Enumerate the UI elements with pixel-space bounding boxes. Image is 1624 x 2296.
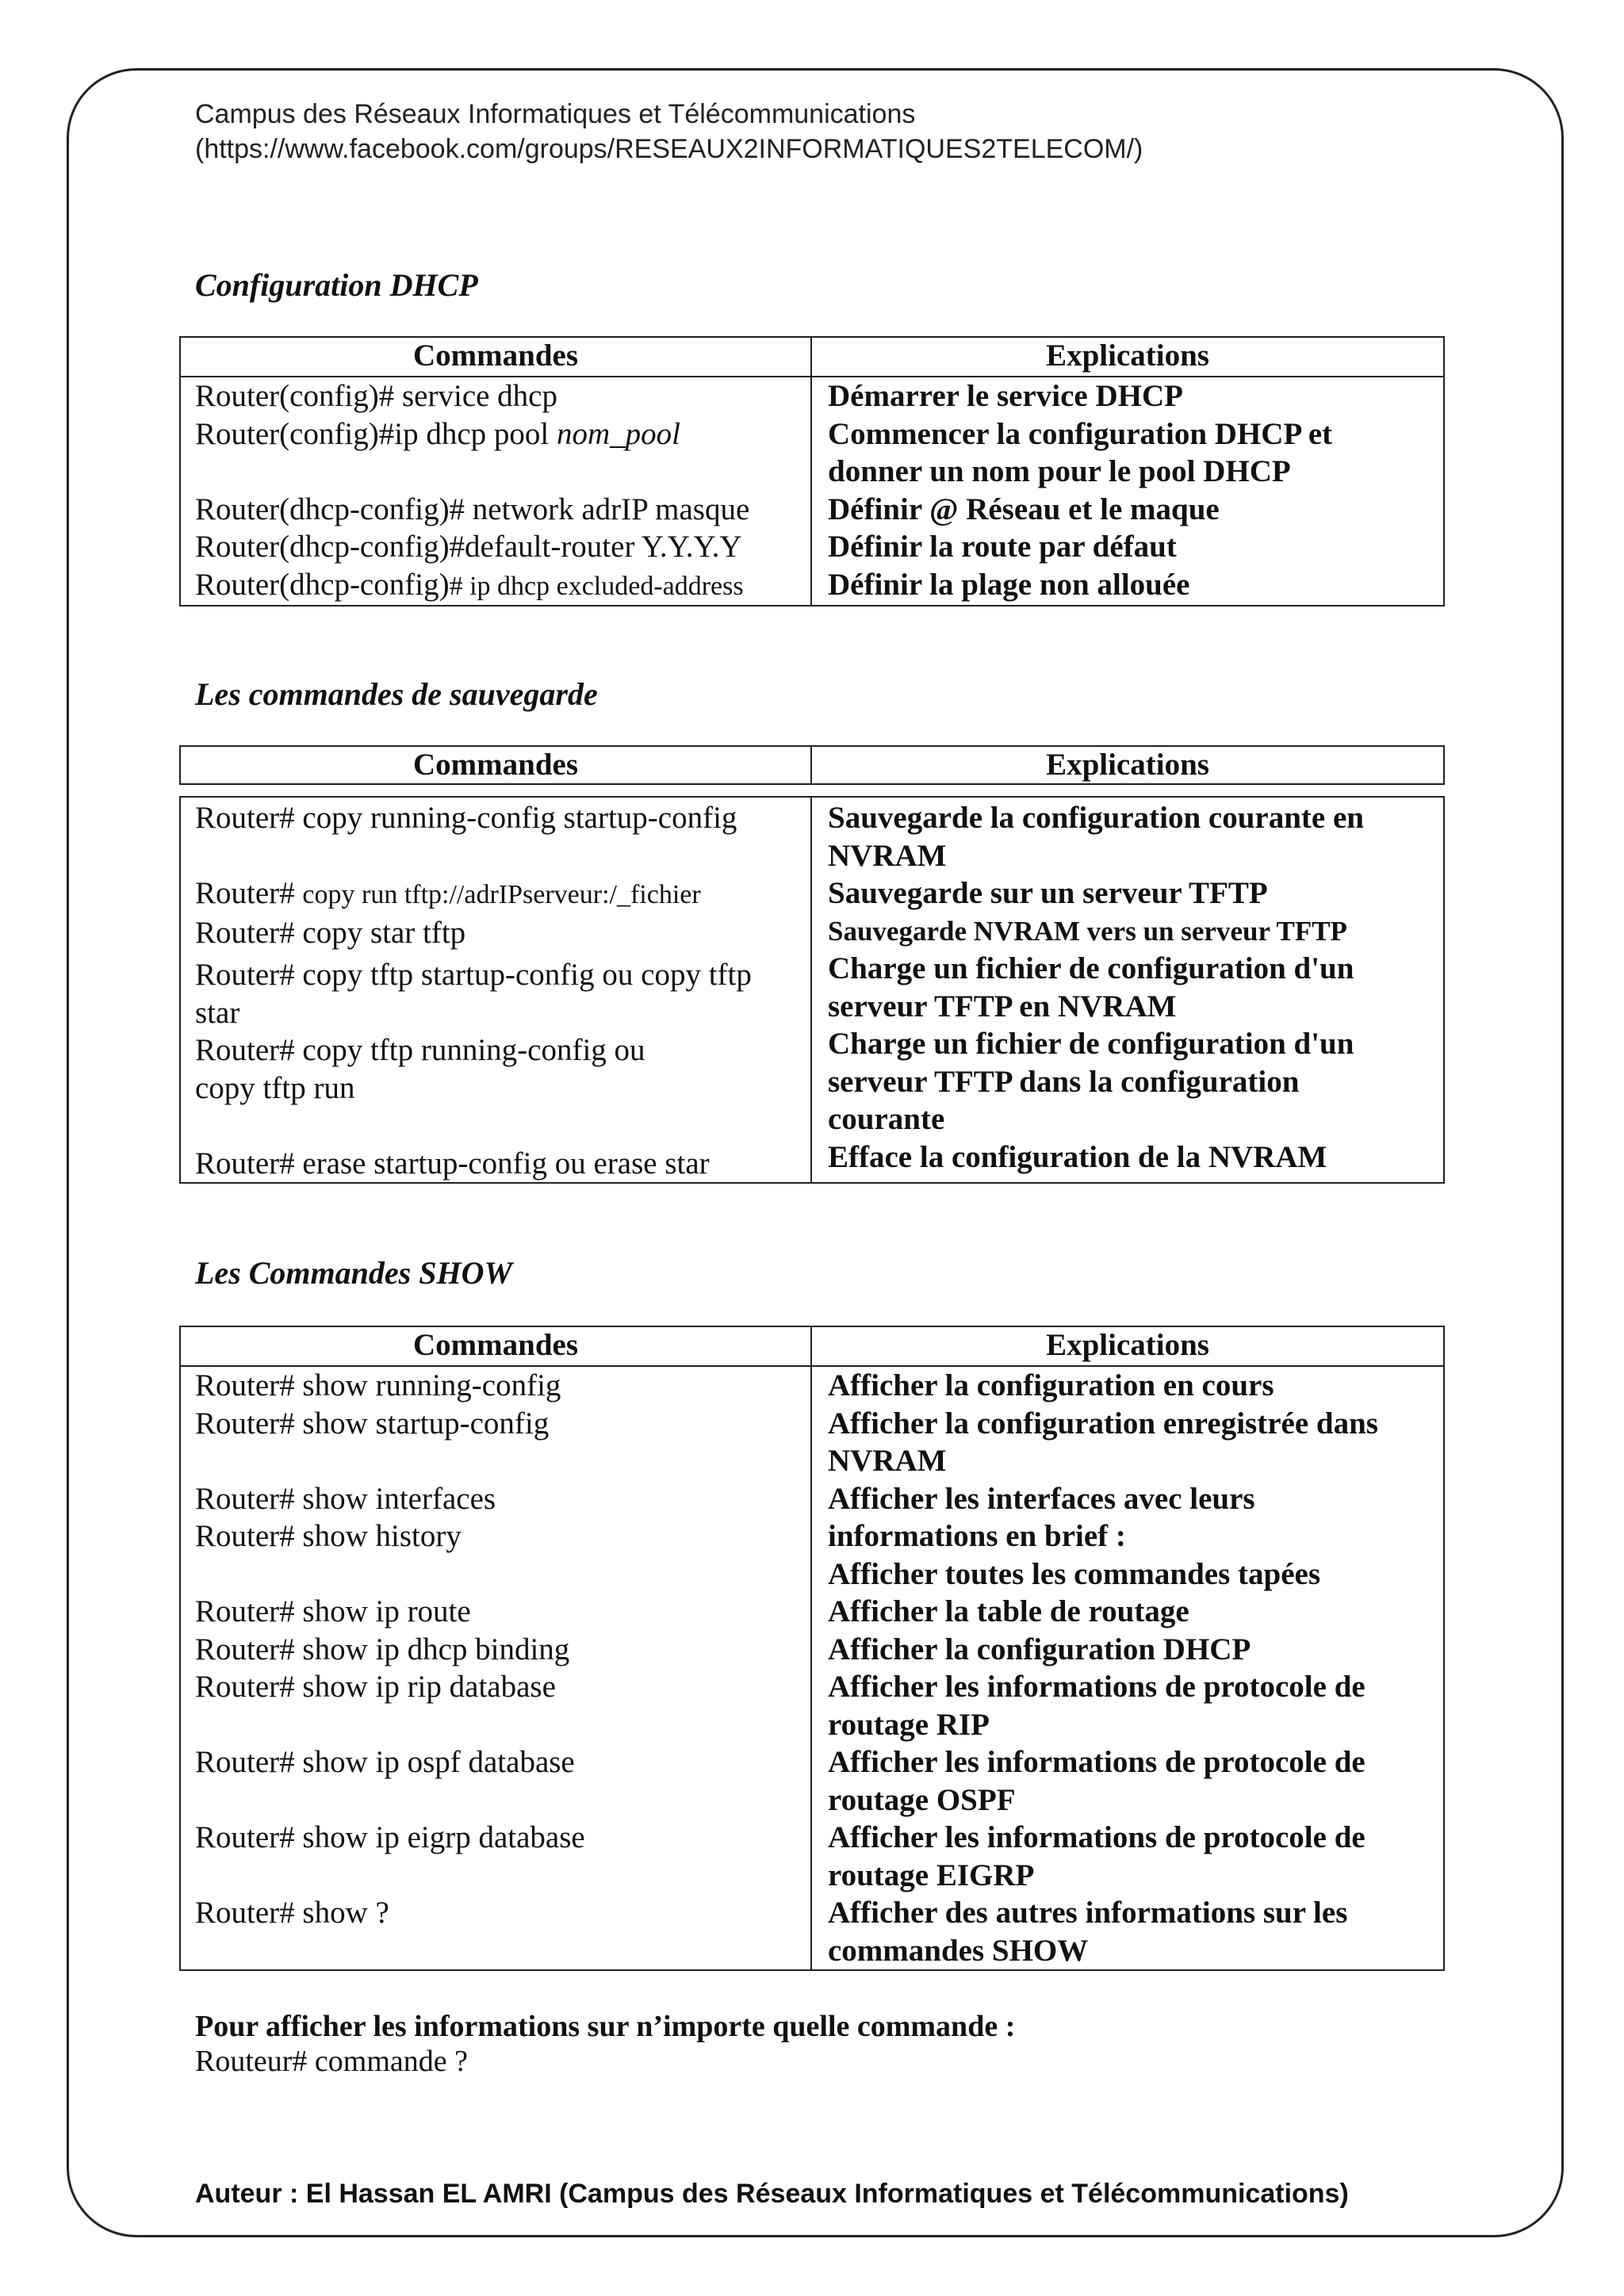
- table-header: [181, 1327, 1443, 1367]
- header-link: (https://www.facebook.com/groups/RESEAUX2INFORMATIQUES2TELECOM/): [195, 134, 1143, 164]
- explanation: Définir la route par défaut: [828, 530, 1177, 564]
- explanation: donner un nom pour le pool DHCP: [828, 454, 1291, 488]
- command: Router# show ip dhcp binding: [195, 1632, 570, 1667]
- explanation: NVRAM: [828, 1444, 947, 1478]
- explanation: Afficher les interfaces avec leurs: [828, 1481, 1255, 1516]
- explanation: Afficher la configuration DHCP: [828, 1632, 1251, 1667]
- explanation: Afficher la configuration en cours: [828, 1368, 1274, 1402]
- command: Router# show ?: [195, 1896, 389, 1930]
- command: star: [195, 995, 240, 1030]
- explanation: serveur TFTP dans la configuration: [828, 1064, 1300, 1099]
- command: Router# show ip ospf database: [195, 1745, 575, 1779]
- command: Router# copy tftp startup-config ou copy tftp: [195, 958, 752, 992]
- explanation: Définir @ Réseau et le maque: [828, 492, 1220, 526]
- table-body: [181, 1367, 1443, 1969]
- explanations-column: [812, 798, 1443, 1182]
- dhcp-table: [179, 336, 1445, 607]
- author-footer: Auteur : El Hassan EL AMRI (Campus des Réseaux Informatiques et Télécommunications): [195, 2179, 1349, 2209]
- explanation: Afficher des autres informations sur les: [828, 1896, 1348, 1930]
- explanation: Sauvegarde sur un serveur TFTP: [828, 876, 1268, 910]
- show-table: [179, 1326, 1445, 1971]
- command: Router# show ip eigrp database: [195, 1820, 585, 1854]
- command: Router# copy running-config startup-config: [195, 801, 737, 835]
- column-header-commands: Commandes: [181, 747, 812, 783]
- command: Router# show history: [195, 1519, 462, 1553]
- explanation: routage OSPF: [828, 1782, 1016, 1817]
- explanation: Afficher les informations de protocole de: [828, 1745, 1365, 1779]
- explanation: Sauvegarde la configuration courante en: [828, 801, 1364, 835]
- section-title-save: Les commandes de sauvegarde: [195, 676, 598, 712]
- help-note-command: Routeur# commande ?: [195, 2045, 469, 2078]
- command: Router# show startup-config: [195, 1406, 550, 1441]
- command: Router# show running-config: [195, 1368, 561, 1402]
- command: Router# show ip rip database: [195, 1670, 556, 1704]
- command: Router# show interfaces: [195, 1481, 496, 1516]
- table-header: [181, 338, 1443, 377]
- explanation: Afficher la table de routage: [828, 1594, 1189, 1628]
- command: Router# copy run tftp://adrIPserveur:/_fichier: [195, 876, 701, 910]
- save-table-header: [179, 745, 1445, 785]
- explanation: Afficher les informations de protocole de: [828, 1670, 1365, 1704]
- explanation: Définir la plage non allouée: [828, 567, 1190, 602]
- explanation: NVRAM: [828, 838, 947, 873]
- column-header-explications: Explications: [1046, 748, 1209, 782]
- table-body: [181, 798, 1443, 1182]
- commands-column: [181, 798, 812, 1182]
- column-header-commands: Commandes: [181, 338, 812, 376]
- explanation: routage EIGRP: [828, 1858, 1035, 1892]
- header-title: Campus des Réseaux Informatiques et Télécommunications: [195, 99, 916, 129]
- help-note: [195, 2009, 1015, 2079]
- column-header-explications: Explications: [1046, 1328, 1209, 1362]
- commands-column: [181, 1367, 812, 1969]
- section-title-show: Les Commandes SHOW: [195, 1255, 513, 1291]
- explanation: Commencer la configuration DHCP et: [828, 416, 1333, 451]
- table-body: [181, 377, 1443, 605]
- help-note-title: Pour afficher les informations sur n’importe quelle commande :: [195, 2010, 1016, 2043]
- explanation: Afficher la configuration enregistrée dans: [828, 1406, 1378, 1441]
- command: Router# erase startup-config ou erase star: [195, 1146, 710, 1181]
- column-header-commands: Commandes: [181, 1327, 812, 1365]
- explanation: Charge un fichier de configuration d'un: [828, 1027, 1354, 1061]
- commands-column: [181, 377, 812, 605]
- explanation: serveur TFTP en NVRAM: [828, 989, 1177, 1024]
- explanation: Charge un fichier de configuration d'un: [828, 951, 1354, 985]
- explanation: Démarrer le service DHCP: [828, 379, 1183, 413]
- save-table: [179, 796, 1445, 1184]
- page-header: [195, 97, 1143, 166]
- command: Router(dhcp-config)# ip dhcp excluded-address: [195, 567, 744, 602]
- explanations-column: [812, 377, 1443, 605]
- explanation: routage RIP: [828, 1707, 990, 1742]
- column-header-explications: Explications: [1046, 339, 1209, 373]
- command: Router# show ip route: [195, 1594, 471, 1628]
- command: Router(config)# service dhcp: [195, 379, 557, 413]
- command: Router(config)#ip dhcp pool nom_pool: [195, 416, 680, 451]
- section-title-dhcp: Configuration DHCP: [195, 267, 478, 303]
- explanations-column: [812, 1367, 1443, 1969]
- explanation: Efface la configuration de la NVRAM: [828, 1139, 1327, 1174]
- explanation: informations en brief :: [828, 1519, 1126, 1553]
- command: Router(dhcp-config)#default-router Y.Y.Y.Y: [195, 530, 742, 564]
- command: Router(dhcp-config)# network adrIP masque: [195, 492, 750, 526]
- explanation: commandes SHOW: [828, 1933, 1089, 1968]
- explanation: Afficher les informations de protocole de: [828, 1820, 1365, 1854]
- command: copy tftp run: [195, 1070, 355, 1105]
- command: Router# copy star tftp: [195, 915, 466, 950]
- explanation: Sauvegarde NVRAM vers un serveur TFTP: [828, 915, 1347, 947]
- explanation: courante: [828, 1102, 945, 1136]
- explanation: Afficher toutes les commandes tapées: [828, 1556, 1320, 1591]
- command: Router# copy tftp running-config ou: [195, 1033, 645, 1067]
